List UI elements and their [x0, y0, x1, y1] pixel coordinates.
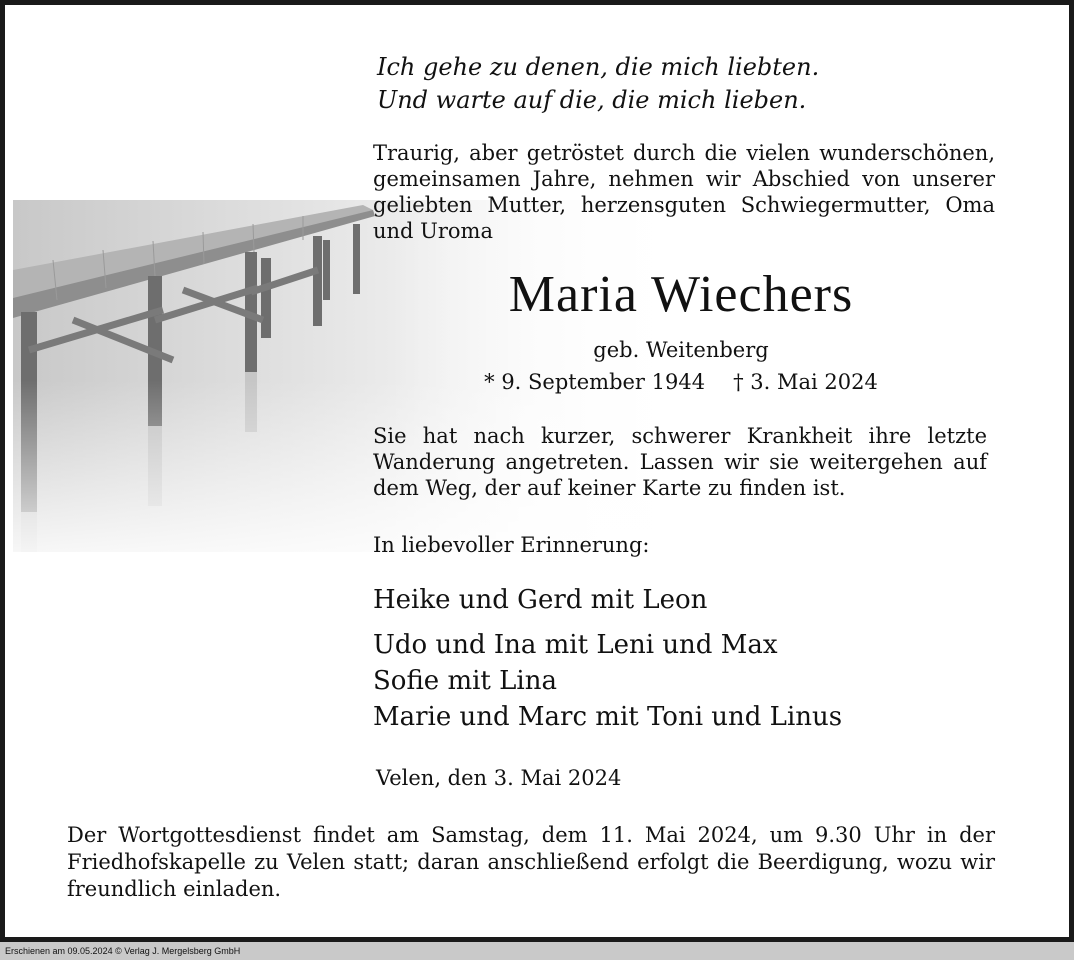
deceased-name: Maria Wiechers	[508, 266, 854, 323]
mourner-line: Sofie mit Lina	[373, 666, 557, 696]
life-dates	[373, 370, 989, 394]
intro-text: Traurig, aber getröstet durch die vielen wunderschönen, gemeinsamen Jahre, nehmen wir Abschied von unserer geliebten Mutter, herzensguten Schwiegermutter, Oma und Uroma	[373, 141, 995, 243]
memory-label: In liebevoller Erinnerung:	[373, 533, 650, 557]
mourner-line: Udo und Ina mit Leni und Max	[373, 630, 778, 660]
birth-date: * 9. September 1944	[484, 370, 706, 394]
maiden-name: geb. Weitenberg	[593, 338, 769, 362]
mourner-line: Heike und Gerd mit Leon	[373, 585, 708, 615]
mourner-line: Marie und Marc mit Toni und Linus	[373, 702, 843, 732]
service-info: Der Wortgottesdienst findet am Samstag, dem 11. Mai 2024, um 9.30 Uhr in der Friedhofskapelle zu Velen statt; daran anschließend erfolgt die Beerdigung, wozu wir freundlich einladen.	[67, 823, 995, 901]
farewell-paragraph: Sie hat nach kurzer, schwerer Krankheit ihre letzte Wanderung angetreten. Lassen wir sie weitergehen auf dem Weg, der auf keiner Karte zu finden ist.	[373, 424, 987, 500]
death-date: † 3. Mai 2024	[733, 370, 878, 394]
motto-line-2: Und warte auf die, die mich lieben.	[377, 86, 807, 114]
place-date: Velen, den 3. Mai 2024	[376, 766, 622, 790]
mourners-list	[373, 582, 842, 735]
motto-line-1: Ich gehe zu denen, die mich liebten.	[377, 53, 820, 81]
publication-footer: Erschienen am 09.05.2024 © Verlag J. Mergelsberg GmbH	[0, 942, 1074, 960]
